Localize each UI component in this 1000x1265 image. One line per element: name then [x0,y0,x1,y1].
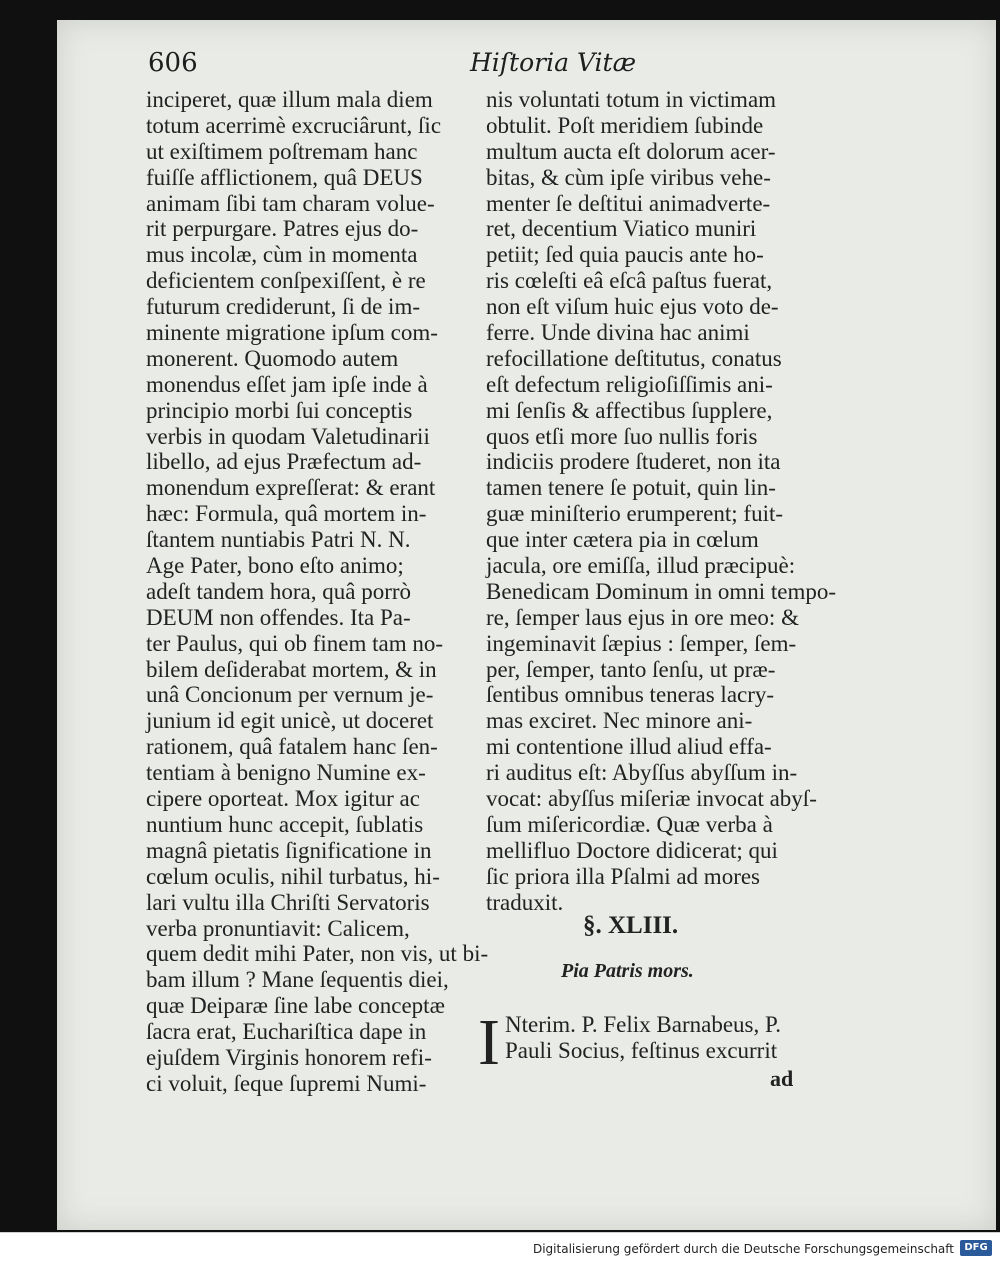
text-line: minente migratione ipſum com- [146,320,438,346]
section-line: Pauli Socius, feſtinus excurrit [505,1037,778,1063]
text-line: traduxit. [486,889,564,915]
text-line: animam ſibi tam charam volue- [146,190,435,216]
text-line: inciperet, quæ illum mala diem [146,87,433,112]
text-line: Benedicam Dominum in omni tempo- [486,578,837,604]
text-line: DEUM non offendes. Ita Pa- [146,604,411,630]
text-line: ingeminavit ſæpius : ſemper, ſem- [486,630,797,656]
text-line: ſic priora illa Pſalmi ad mores [486,863,761,889]
text-line: monendum expreſſerat: & erant [146,475,436,501]
text-line: monendus eſſet jam ipſe inde à [146,371,428,397]
text-line: verba pronuntiavit: Calicem, [146,915,410,941]
text-line: mas exciret. Nec minore ani- [486,708,753,734]
text-line: ſentibus omnibus teneras lacry- [486,682,775,708]
text-line: multum aucta eſt dolorum acer- [486,138,776,164]
text-line: jacula, ore emiſſa, illud præcipuè: [486,553,796,579]
right-text-column [486,87,837,916]
running-title: Hiſtoria Vitæ [470,48,637,77]
text-line: cœlum oculis, nihil turbatus, hi- [146,863,440,889]
text-line: ſum miſericordiæ. Quæ verba à [486,811,773,837]
catchword: ad [770,1066,794,1091]
text-line: vocat: abyſſus miſeriæ invocat abyſ- [486,786,817,812]
text-line: ſtantem nuntiabis Patri N. N. [146,527,411,553]
text-line: refocillatione deſtitutus, conatus [486,345,782,371]
text-line: bam illum ? Mane ſequentis diei, [146,967,449,993]
text-line: obtulit. Poſt meridiem ſubinde [486,112,764,138]
text-line: nuntium hunc accepit, ſublatis [146,811,424,837]
text-line: futurum crediderunt, ſi de im- [146,294,421,320]
text-line: hæc: Formula, quâ mortem in- [146,501,427,527]
text-line: magnâ pietatis ſignificatione in [146,837,432,863]
text-line: quos etſi more ſuo nullis foris [486,423,758,449]
text-line: totum acerrimè excruciârunt, ſic [146,112,442,138]
text-line: rit perpurgare. Patres ejus do- [146,216,419,242]
text-line: eſt defectum religioſiſſimis ani- [486,371,773,397]
text-line: rationem, quâ fatalem hanc ſen- [146,734,438,760]
text-line: Age Pater, bono eſto animo; [146,553,404,579]
left-text-column [146,87,489,1097]
text-line: monerent. Quomodo autem [146,345,399,371]
text-line: tentiam à benigno Numine ex- [146,760,426,786]
text-line: nis voluntati totum in victimam [486,87,777,112]
text-line: mi ſenſis & affectibus ſupplere, [486,397,773,423]
page-number: 606 [148,48,198,78]
dfg-logo: DFG [960,1240,992,1256]
text-line: que inter cætera pia in cœlum [486,527,759,553]
text-line: lari vultu illa Chriſti Servatoris [146,889,430,915]
text-line: principio morbi ſui conceptis [146,397,413,423]
text-line: ret, decentium Viatico muniri [486,216,757,242]
text-line: fuiſſe afflictionem, quâ DEUS [146,164,423,190]
text-line: per, ſemper, tanto ſenſu, ut præ- [486,656,776,682]
text-line: verbis in quodam Valetudinarii [146,423,430,449]
text-line: ſacra erat, Euchariſtica dape in [146,1019,427,1045]
text-line: ris cœleſti eâ eſcâ paſtus fuerat, [486,268,773,294]
text-line: libello, ad ejus Præfectum ad- [146,449,422,475]
footer-bar [0,1232,1000,1265]
section-line: Nterim. P. Felix Barnabeus, P. [505,1012,781,1037]
text-line: ter Paulus, qui ob finem tam no- [146,630,444,656]
text-line: ejuſdem Virginis honorem refi- [146,1044,432,1070]
text-line: cipere oporteat. Mox igitur ac [146,786,420,812]
text-line: junium id egit unicè, ut doceret [146,708,434,734]
section-heading: §. XLIII. [583,912,679,939]
drop-capital: I [478,1006,500,1079]
text-line: guæ miniſterio erumperent; fuit- [486,501,784,527]
text-line: petiit; ſed quia paucis ante ho- [486,242,764,268]
text-line: bilem deſiderabat mortem, & in [146,656,437,682]
text-line: tamen tenere ſe potuit, quin lin- [486,475,776,501]
text-line: mus incolæ, cùm in momenta [146,242,418,268]
text-line: non eſt viſum huic ejus voto de- [486,294,779,320]
funding-notice: Digitalisierung gefördert durch die Deutsche Forschungsgemeinschaft [532,1242,954,1256]
text-line: menter ſe deſtitui animadverte- [486,190,771,216]
text-line: deficientem conſpexiſſent, è re [146,268,426,294]
text-line: ri auditus eſt: Abyſſus abyſſum in- [486,760,798,786]
text-line: adeſt tandem hora, quâ porrò [146,578,412,604]
text-line: re, ſemper laus ejus in ore meo: & [486,604,799,630]
text-line: mi contentione illud aliud effa- [486,734,772,760]
text-line: bitas, & cùm ipſe viribus vehe- [486,164,771,190]
text-line: unâ Concionum per vernum je- [146,682,434,708]
section-subtitle: Pia Patris mors. [561,960,694,982]
text-line: quem dedit mihi Pater, non vis, ut bi- [146,941,489,967]
text-line: ci voluit, ſeque ſupremi Numi- [146,1070,427,1096]
text-line: ferre. Unde divina hac animi [486,320,750,346]
text-line: indiciis prodere ſtuderet, non ita [486,449,781,475]
text-line: mellifluo Doctore didicerat; qui [486,837,778,863]
text-line: quæ Deiparæ ſine labe conceptæ [146,993,445,1019]
text-line: ut exiſtimem poſtremam hanc [146,138,418,164]
section-text [505,1012,781,1064]
